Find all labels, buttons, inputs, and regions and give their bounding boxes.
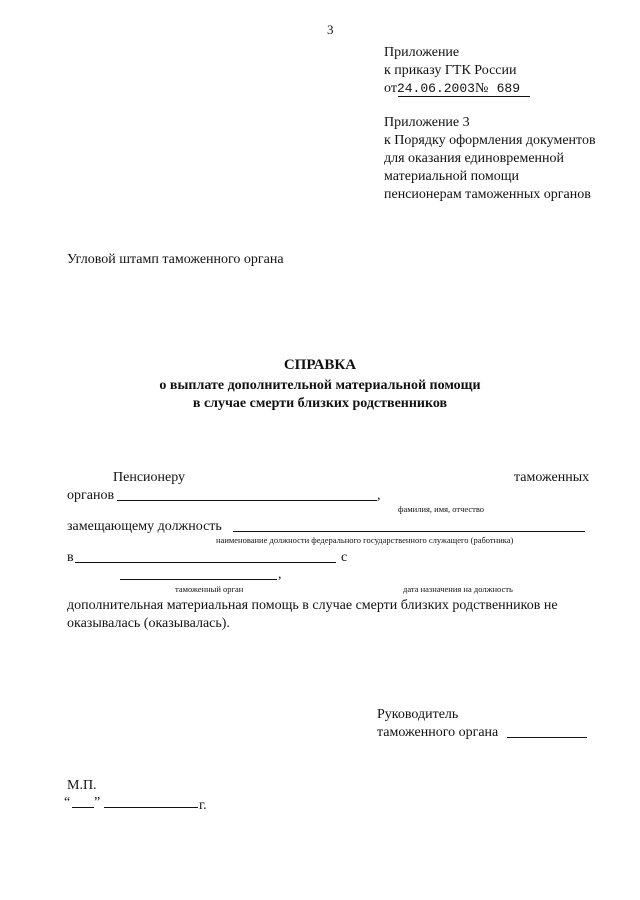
corner-stamp-label: Угловой штамп таможенного органа bbox=[67, 252, 284, 267]
position-label: замещающему должность bbox=[67, 519, 222, 534]
position-hint: наименование должности федерального государственного служащего (работника) bbox=[216, 535, 514, 545]
body-sentence-line2: оказывалась (оказывалась). bbox=[67, 616, 230, 631]
document-title: СПРАВКА bbox=[283, 357, 357, 373]
in-label: в bbox=[67, 550, 74, 565]
seal-mark: М.П. bbox=[67, 778, 97, 793]
appendix3-line: пенсионерам таможенных органов bbox=[384, 187, 591, 202]
document-subtitle: в случае смерти близких родственников bbox=[192, 396, 448, 411]
comma: , bbox=[278, 567, 282, 582]
number-prefix: № bbox=[474, 81, 489, 96]
page-number: 3 bbox=[327, 22, 334, 37]
fio-hint: фамилия, имя, отчество bbox=[398, 504, 485, 514]
appendix3-line: к Порядку оформления документов bbox=[384, 133, 596, 148]
close-quote: ” bbox=[94, 795, 101, 810]
signature-organ: таможенного органа bbox=[377, 725, 499, 740]
day-field-line[interactable] bbox=[72, 807, 94, 808]
open-quote: “ bbox=[64, 795, 71, 810]
comma: , bbox=[377, 488, 381, 503]
since-label: с bbox=[341, 550, 348, 565]
signature-line[interactable] bbox=[507, 737, 587, 738]
date-hint: дата назначения на должность bbox=[403, 584, 513, 594]
body-sentence-line1: дополнительная материальная помощь в случае смерти близких родственников не bbox=[67, 598, 558, 613]
customs-word: таможенных bbox=[514, 470, 590, 485]
organ-field-line[interactable] bbox=[75, 562, 336, 563]
fio-field-line[interactable] bbox=[117, 500, 377, 501]
year-suffix: г. bbox=[199, 798, 207, 813]
signature-title: Руководитель bbox=[377, 707, 459, 722]
date-prefix: от bbox=[384, 81, 397, 96]
appendix3-line: для оказания единовременной bbox=[384, 151, 565, 166]
appendix-order-ref: к приказу ГТК России bbox=[384, 63, 517, 78]
appendix-title: Приложение bbox=[384, 45, 460, 60]
organ-hint: таможенный орган bbox=[175, 584, 244, 594]
organ-field-line-2[interactable] bbox=[120, 579, 277, 580]
position-field-line[interactable] bbox=[233, 531, 585, 532]
organs-label: органов bbox=[67, 488, 115, 503]
order-date: 24.06.2003 bbox=[396, 81, 475, 96]
appendix3-title: Приложение 3 bbox=[384, 115, 470, 130]
pensioner-label: Пенсионеру bbox=[113, 470, 186, 485]
date-underline bbox=[398, 96, 530, 97]
order-number: 689 bbox=[496, 81, 521, 96]
document-subtitle: о выплате дополнительной материальной помощи bbox=[159, 378, 481, 393]
appendix3-line: материальной помощи bbox=[384, 169, 519, 184]
month-year-field-line[interactable] bbox=[104, 807, 198, 808]
